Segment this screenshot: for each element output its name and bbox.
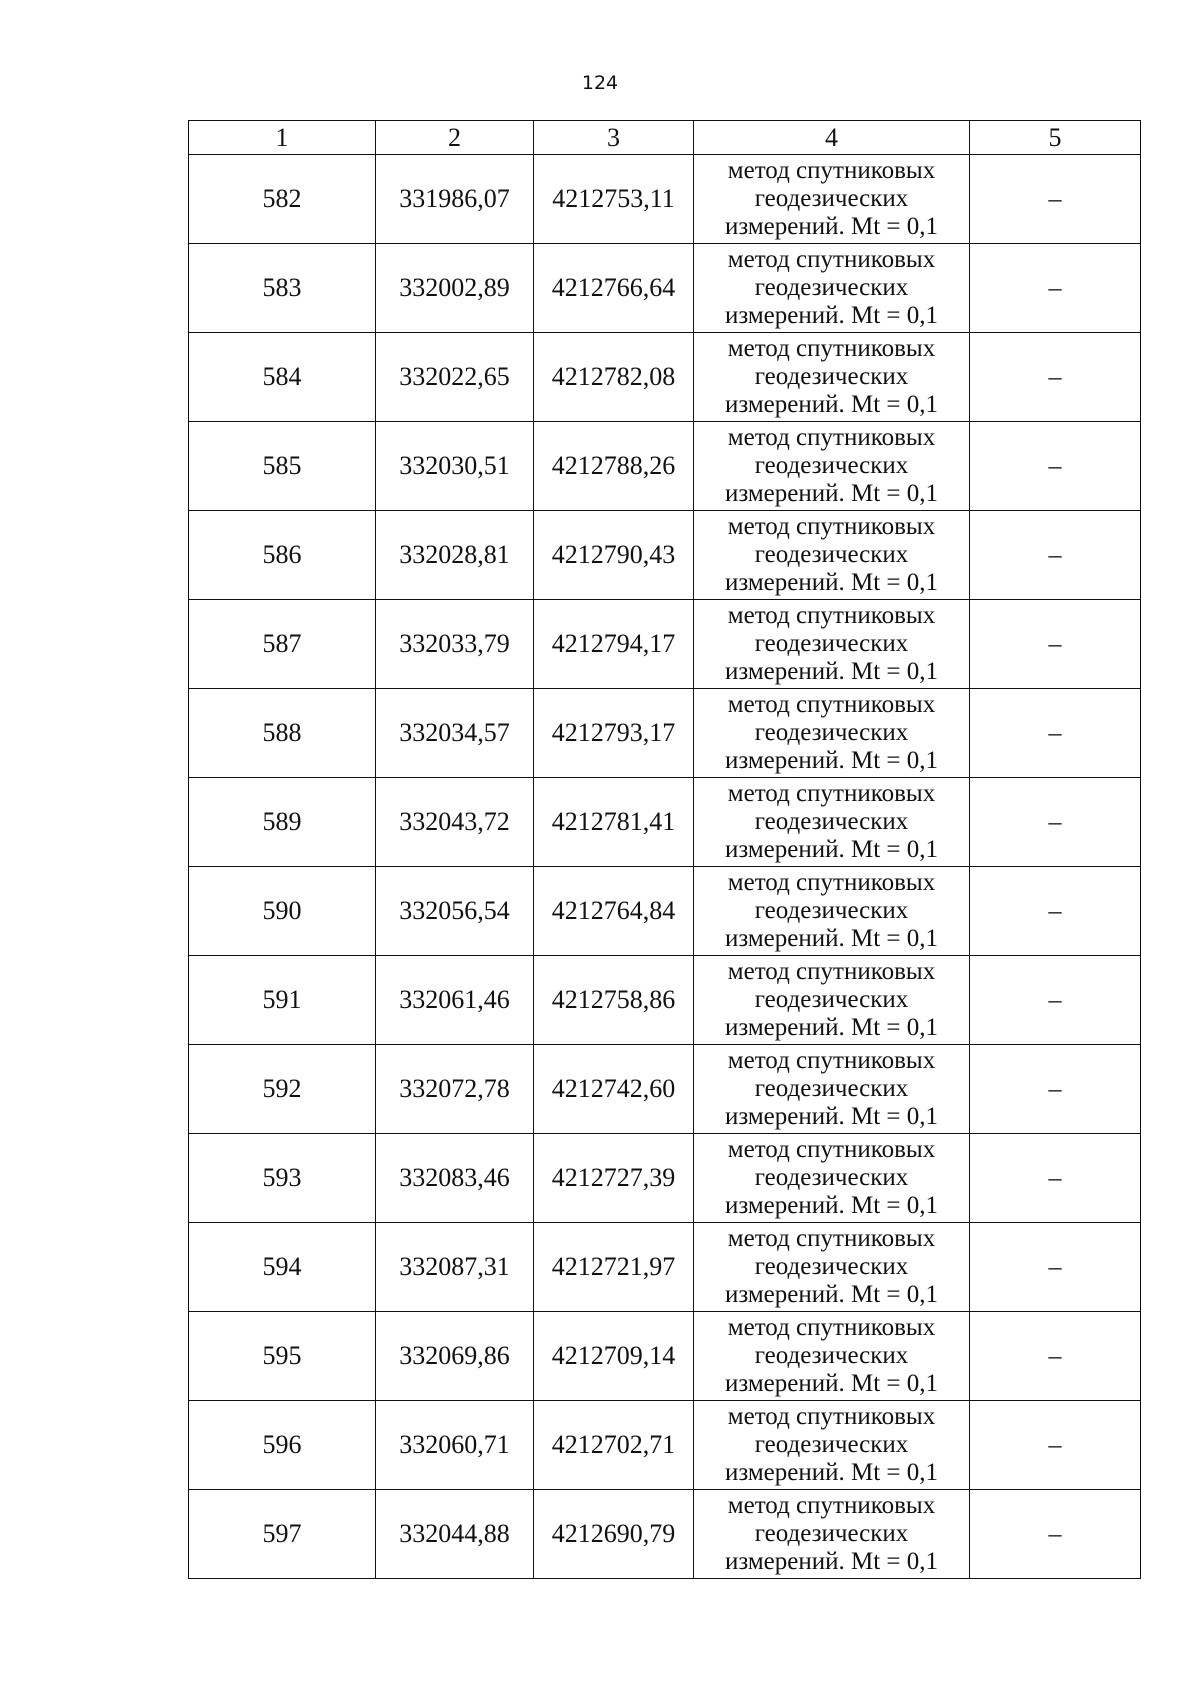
column-header: 3 <box>534 121 694 155</box>
method-line: измерений. Mt = 0,1 <box>724 1281 939 1308</box>
point-number-cell: 584 <box>189 333 376 422</box>
y-coordinate-cell: 4212788,26 <box>534 422 694 511</box>
y-coordinate-cell: 4212794,17 <box>534 600 694 689</box>
x-coordinate-cell: 331986,07 <box>376 155 534 244</box>
method-cell <box>694 155 970 244</box>
note-cell: – <box>970 244 1141 333</box>
method-cell <box>694 956 970 1045</box>
note-cell: – <box>970 1134 1141 1223</box>
y-coordinate-cell: 4212702,71 <box>534 1401 694 1490</box>
method-line: измерений. Mt = 0,1 <box>724 658 939 685</box>
x-coordinate-cell: 332069,86 <box>376 1312 534 1401</box>
point-number-cell: 587 <box>189 600 376 689</box>
note-cell: – <box>970 155 1141 244</box>
table-row <box>189 1045 1141 1134</box>
method-line: измерений. Mt = 0,1 <box>724 747 939 774</box>
note-cell: – <box>970 1490 1141 1579</box>
method-line: метод спутниковых <box>727 1314 936 1341</box>
method-line: измерений. Mt = 0,1 <box>724 1192 939 1219</box>
x-coordinate-cell: 332002,89 <box>376 244 534 333</box>
y-coordinate-cell: 4212790,43 <box>534 511 694 600</box>
method-line: метод спутниковых <box>727 424 936 451</box>
method-cell <box>694 1134 970 1223</box>
method-line: измерений. Mt = 0,1 <box>724 302 939 329</box>
x-coordinate-cell: 332022,65 <box>376 333 534 422</box>
method-line: метод спутниковых <box>727 246 936 273</box>
method-line: метод спутниковых <box>727 1492 936 1519</box>
table-row <box>189 422 1141 511</box>
method-line: измерений. Mt = 0,1 <box>724 1370 939 1397</box>
method-line: геодезических <box>754 363 909 390</box>
method-cell <box>694 511 970 600</box>
column-header: 5 <box>970 121 1141 155</box>
x-coordinate-cell: 332033,79 <box>376 600 534 689</box>
table-row <box>189 1490 1141 1579</box>
method-line: измерений. Mt = 0,1 <box>724 480 939 507</box>
coordinates-table <box>188 120 1141 1579</box>
table-row <box>189 333 1141 422</box>
point-number-cell: 588 <box>189 689 376 778</box>
note-cell: – <box>970 1045 1141 1134</box>
point-number-cell: 597 <box>189 1490 376 1579</box>
method-line: измерений. Mt = 0,1 <box>724 925 939 952</box>
method-cell <box>694 333 970 422</box>
method-line: метод спутниковых <box>727 1403 936 1430</box>
x-coordinate-cell: 332034,57 <box>376 689 534 778</box>
method-line: геодезических <box>754 1075 909 1102</box>
column-header: 2 <box>376 121 534 155</box>
note-cell: – <box>970 689 1141 778</box>
note-cell: – <box>970 422 1141 511</box>
y-coordinate-cell: 4212758,86 <box>534 956 694 1045</box>
point-number-cell: 582 <box>189 155 376 244</box>
x-coordinate-cell: 332061,46 <box>376 956 534 1045</box>
note-cell: – <box>970 333 1141 422</box>
x-coordinate-cell: 332056,54 <box>376 867 534 956</box>
note-cell: – <box>970 867 1141 956</box>
method-line: метод спутниковых <box>727 157 936 184</box>
method-line: геодезических <box>754 808 909 835</box>
x-coordinate-cell: 332028,81 <box>376 511 534 600</box>
point-number-cell: 592 <box>189 1045 376 1134</box>
column-header: 4 <box>694 121 970 155</box>
point-number-cell: 593 <box>189 1134 376 1223</box>
point-number-cell: 590 <box>189 867 376 956</box>
method-line: измерений. Mt = 0,1 <box>724 569 939 596</box>
table-row <box>189 1134 1141 1223</box>
method-line: измерений. Mt = 0,1 <box>724 391 939 418</box>
method-line: метод спутниковых <box>727 869 936 896</box>
y-coordinate-cell: 4212782,08 <box>534 333 694 422</box>
point-number-cell: 589 <box>189 778 376 867</box>
y-coordinate-cell: 4212721,97 <box>534 1223 694 1312</box>
table-row <box>189 244 1141 333</box>
method-cell <box>694 1312 970 1401</box>
note-cell: – <box>970 956 1141 1045</box>
note-cell: – <box>970 1312 1141 1401</box>
point-number-cell: 583 <box>189 244 376 333</box>
y-coordinate-cell: 4212742,60 <box>534 1045 694 1134</box>
method-cell <box>694 867 970 956</box>
method-line: метод спутниковых <box>727 780 936 807</box>
note-cell: – <box>970 1401 1141 1490</box>
method-line: геодезических <box>754 1253 909 1280</box>
table-row <box>189 867 1141 956</box>
method-line: метод спутниковых <box>727 958 936 985</box>
y-coordinate-cell: 4212727,39 <box>534 1134 694 1223</box>
method-line: метод спутниковых <box>727 602 936 629</box>
method-cell <box>694 689 970 778</box>
y-coordinate-cell: 4212764,84 <box>534 867 694 956</box>
method-line: измерений. Mt = 0,1 <box>724 1014 939 1041</box>
table-row <box>189 511 1141 600</box>
method-cell <box>694 1045 970 1134</box>
y-coordinate-cell: 4212690,79 <box>534 1490 694 1579</box>
table-row <box>189 600 1141 689</box>
method-line: метод спутниковых <box>727 1225 936 1252</box>
table-row <box>189 778 1141 867</box>
table-row <box>189 956 1141 1045</box>
header-row <box>189 121 1141 155</box>
page-number: 124 <box>581 72 619 94</box>
method-line: геодезических <box>754 1520 909 1547</box>
y-coordinate-cell: 4212766,64 <box>534 244 694 333</box>
method-line: геодезических <box>754 1431 909 1458</box>
method-line: измерений. Mt = 0,1 <box>724 836 939 863</box>
method-line: метод спутниковых <box>727 335 936 362</box>
point-number-cell: 585 <box>189 422 376 511</box>
table-row <box>189 1223 1141 1312</box>
point-number-cell: 596 <box>189 1401 376 1490</box>
method-line: метод спутниковых <box>727 691 936 718</box>
note-cell: – <box>970 511 1141 600</box>
method-line: геодезических <box>754 541 909 568</box>
method-line: геодезических <box>754 452 909 479</box>
method-line: измерений. Mt = 0,1 <box>724 1103 939 1130</box>
x-coordinate-cell: 332072,78 <box>376 1045 534 1134</box>
table-body <box>189 155 1141 1579</box>
column-header: 1 <box>189 121 376 155</box>
y-coordinate-cell: 4212753,11 <box>534 155 694 244</box>
y-coordinate-cell: 4212709,14 <box>534 1312 694 1401</box>
method-line: измерений. Mt = 0,1 <box>724 213 939 240</box>
point-number-cell: 595 <box>189 1312 376 1401</box>
method-line: геодезических <box>754 719 909 746</box>
x-coordinate-cell: 332087,31 <box>376 1223 534 1312</box>
method-line: геодезических <box>754 274 909 301</box>
method-line: измерений. Mt = 0,1 <box>724 1459 939 1486</box>
note-cell: – <box>970 600 1141 689</box>
method-line: метод спутниковых <box>727 513 936 540</box>
table-row <box>189 1312 1141 1401</box>
point-number-cell: 594 <box>189 1223 376 1312</box>
x-coordinate-cell: 332060,71 <box>376 1401 534 1490</box>
note-cell: – <box>970 1223 1141 1312</box>
table-row <box>189 1401 1141 1490</box>
method-line: геодезических <box>754 897 909 924</box>
method-line: геодезических <box>754 1342 909 1369</box>
method-cell <box>694 1401 970 1490</box>
note-cell: – <box>970 778 1141 867</box>
x-coordinate-cell: 332030,51 <box>376 422 534 511</box>
point-number-cell: 591 <box>189 956 376 1045</box>
x-coordinate-cell: 332083,46 <box>376 1134 534 1223</box>
x-coordinate-cell: 332044,88 <box>376 1490 534 1579</box>
method-line: геодезических <box>754 986 909 1013</box>
method-cell <box>694 778 970 867</box>
method-line: измерений. Mt = 0,1 <box>724 1548 939 1575</box>
table-row <box>189 689 1141 778</box>
method-cell <box>694 422 970 511</box>
method-line: геодезических <box>754 1164 909 1191</box>
method-line: геодезических <box>754 185 909 212</box>
method-line: метод спутниковых <box>727 1047 936 1074</box>
method-cell <box>694 244 970 333</box>
x-coordinate-cell: 332043,72 <box>376 778 534 867</box>
method-cell <box>694 1490 970 1579</box>
point-number-cell: 586 <box>189 511 376 600</box>
table-row <box>189 155 1141 244</box>
method-cell <box>694 600 970 689</box>
y-coordinate-cell: 4212781,41 <box>534 778 694 867</box>
method-cell <box>694 1223 970 1312</box>
method-line: метод спутниковых <box>727 1136 936 1163</box>
y-coordinate-cell: 4212793,17 <box>534 689 694 778</box>
method-line: геодезических <box>754 630 909 657</box>
